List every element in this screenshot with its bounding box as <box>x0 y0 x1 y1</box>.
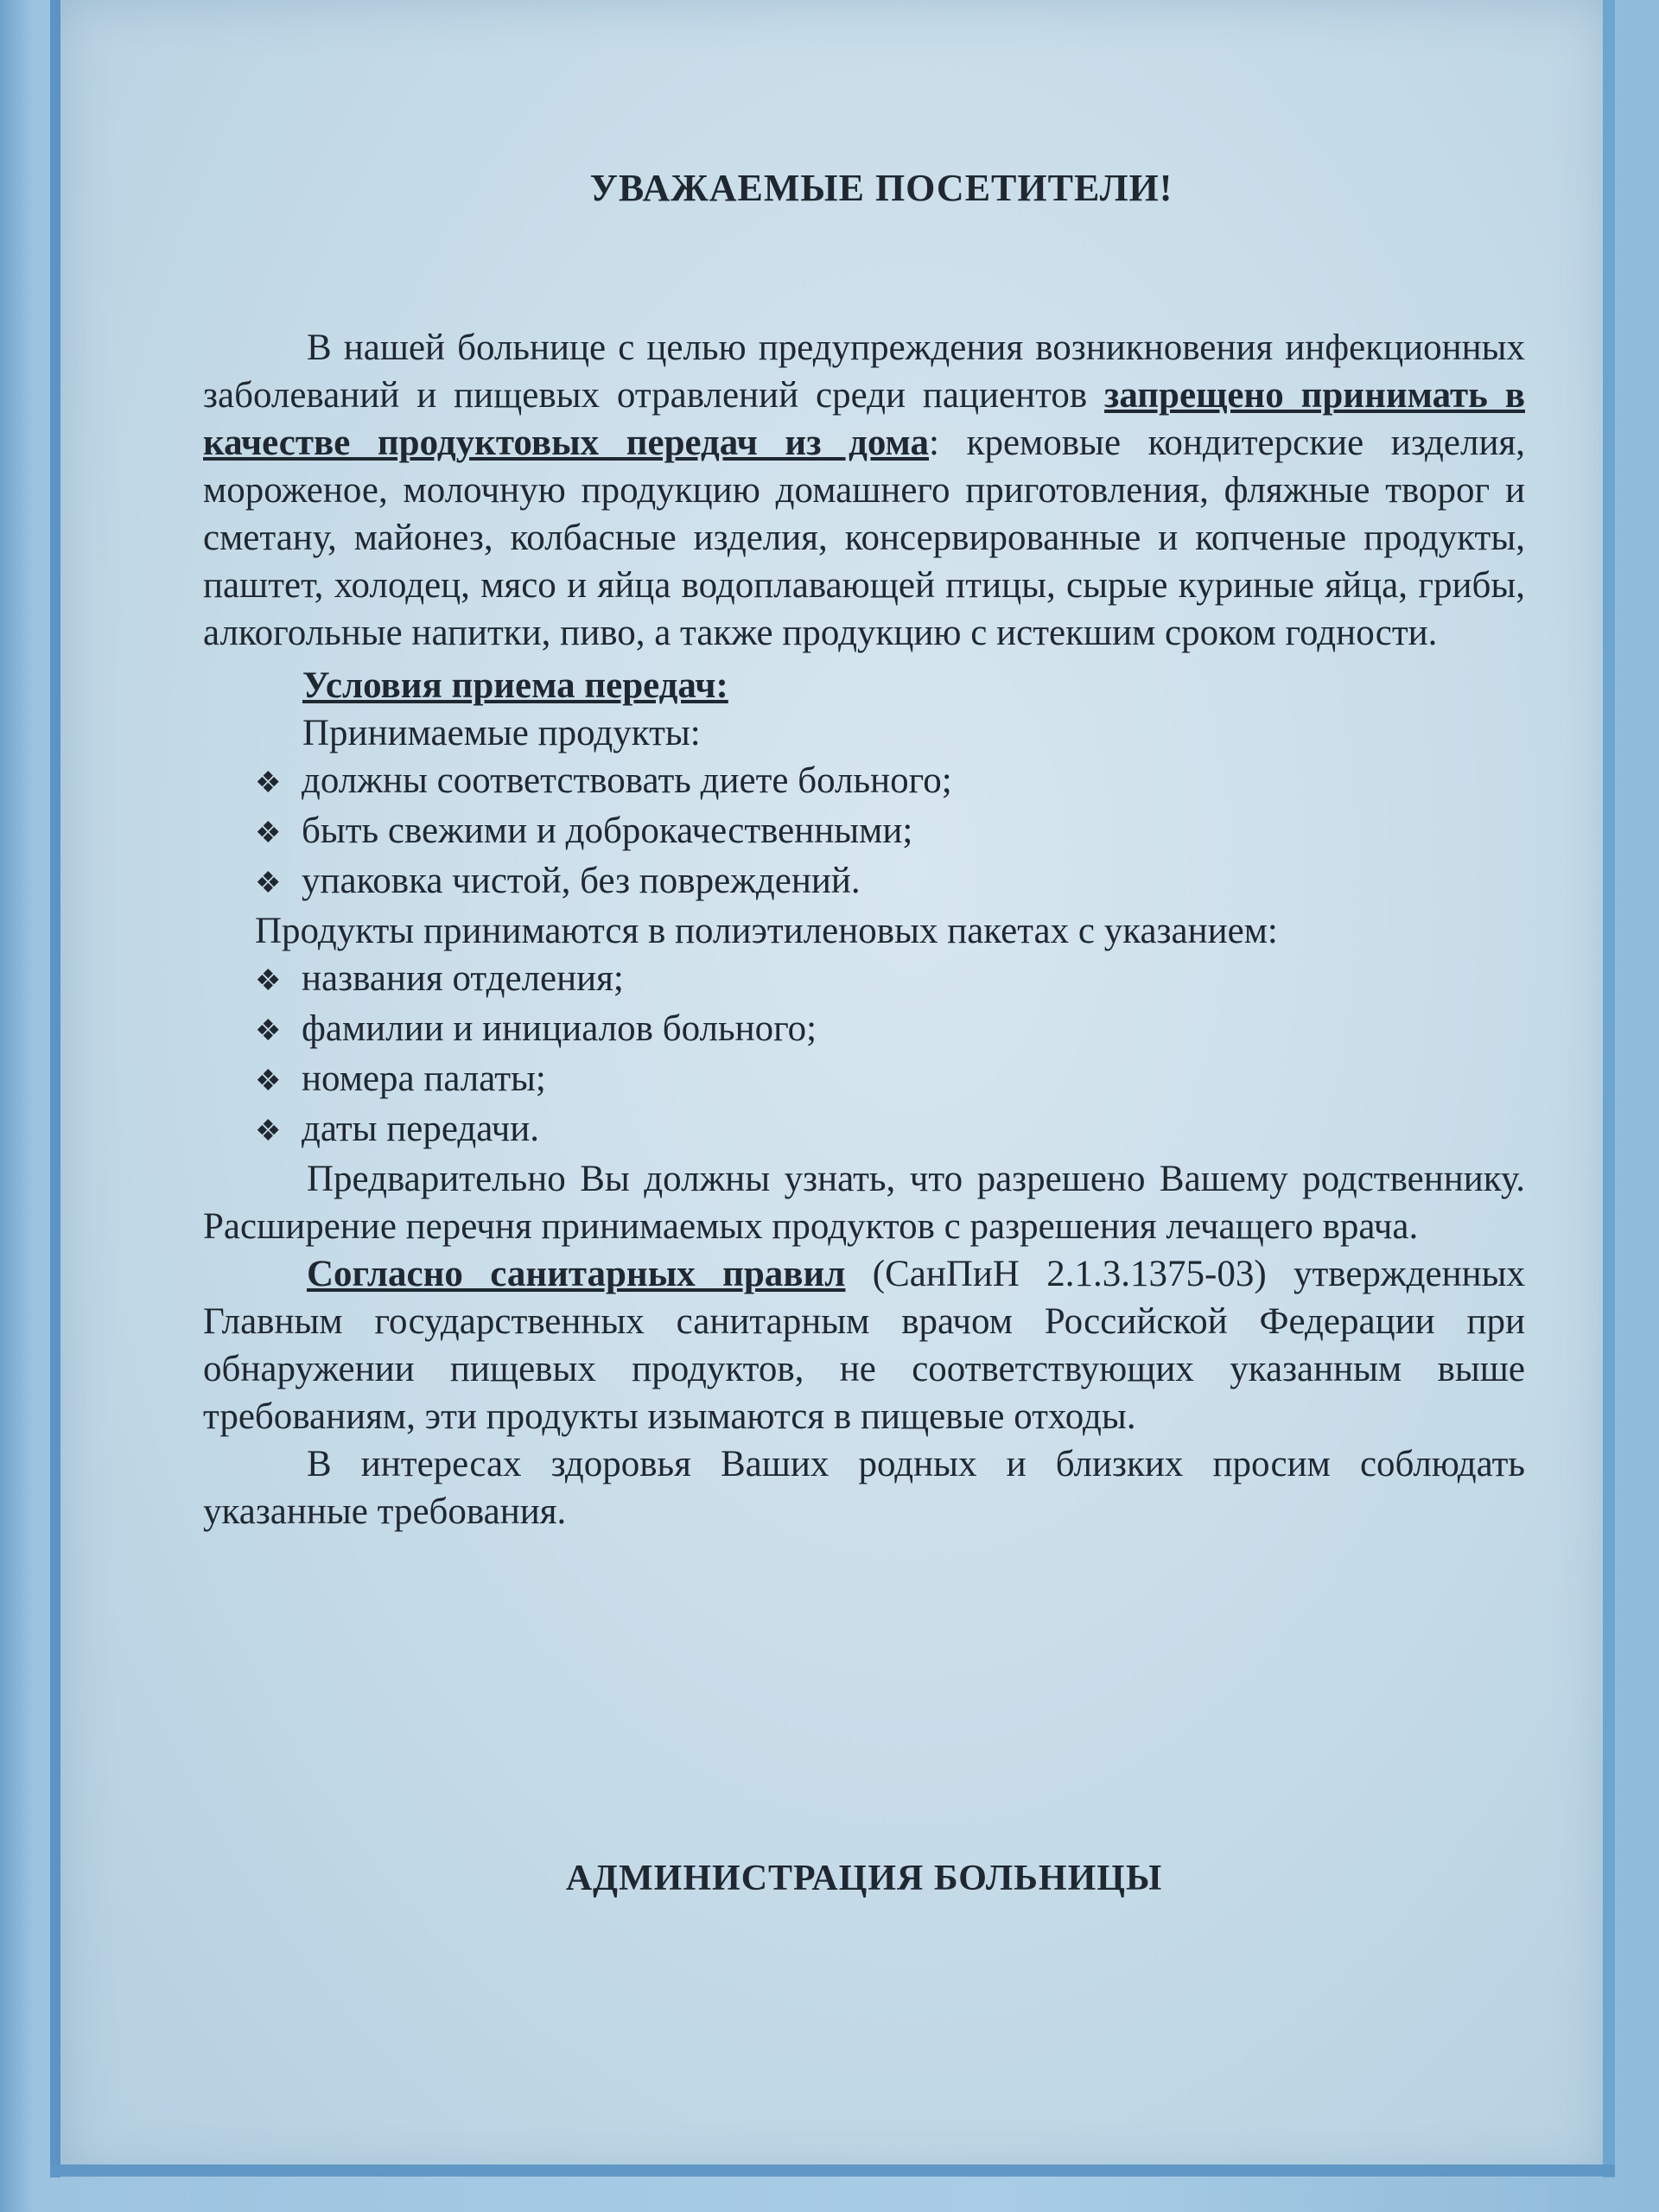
packaging-label: Продукты принимаются в полиэтиленовых пакетах с указанием: <box>255 911 1278 951</box>
rules-text: (СанПиН 2.1.3.1375-03) утвержденных Главным государственных санитарным врачом Российской Федерации при обнаружении пищевых продуктов, не соответствующих указанным выше требованиям, эти продукты изымаются в пищевые отходы. <box>203 1254 1526 1437</box>
intro-text-after: : кремовые кондитерские изделия, мороженое, молочную продукцию домашнего приготовления, фляжные творог и сметану, майонез, колбасные изделия, консервированные и копченые продукты, паштет, холодец, мясо и яйца водоплавающей птицы, сырые куриные яйца, грибы, алкогольные напитки, пиво, а также продукцию с истекшим сроком годности. <box>203 423 1525 653</box>
diamond-dots-icon: ❖ <box>255 868 282 899</box>
diamond-dots-icon: ❖ <box>255 965 282 997</box>
closing-paragraph: В интересах здоровья Ваших родных и близких просим соблюдать указанные требования. <box>203 1444 1525 1532</box>
intro-prohibition: запрещено принимать в качестве продуктовых передач из дома <box>203 375 1525 463</box>
list-item <box>255 757 1525 807</box>
intro-text-before: В нашей больнице с целью предупреждения возникновения инфекционных заболеваний и пищевых отравлений среди пациентов <box>203 327 1525 416</box>
notice-content <box>203 164 1525 1535</box>
intro-paragraph <box>203 324 1525 657</box>
list-item <box>255 857 1525 907</box>
frame-bottom-edge <box>50 2164 1615 2177</box>
list-item <box>255 1055 1525 1105</box>
conditions-heading: Условия приема передач: <box>302 665 728 706</box>
packaging-list <box>203 955 1525 1155</box>
list-item <box>255 955 1525 1005</box>
frame-right-edge <box>1603 0 1615 2177</box>
list-item-text: номера палаты; <box>302 1058 546 1099</box>
list-item-text: фамилии и инициалов больного; <box>302 1008 817 1049</box>
rules-emphasis: Согласно санитарных правил <box>307 1254 846 1294</box>
diamond-dots-icon: ❖ <box>255 1015 282 1047</box>
diamond-dots-icon: ❖ <box>255 767 282 799</box>
diamond-dots-icon: ❖ <box>255 817 282 849</box>
list-item <box>255 807 1525 857</box>
list-item-text: упаковка чистой, без повреждений. <box>302 861 861 901</box>
accepted-list <box>203 757 1525 907</box>
notice-title: УВАЖАЕМЫЕ ПОСЕТИТЕЛИ! <box>589 167 1173 209</box>
advice-paragraph: Предварительно Вы должны узнать, что разрешено Вашему родственнику. Расширение перечня принимаемых продуктов с разрешения лечащего врача. <box>203 1159 1525 1247</box>
list-item-text: названия отделения; <box>302 958 624 999</box>
signature: АДМИНИСТРАЦИЯ БОЛЬНИЦЫ <box>565 1859 1163 1898</box>
list-item <box>255 1105 1525 1155</box>
diamond-dots-icon: ❖ <box>255 1065 282 1097</box>
list-item-text: быть свежими и доброкачественными; <box>302 810 913 851</box>
rules-paragraph <box>203 1250 1525 1440</box>
accepted-label: Принимаемые продукты: <box>302 713 701 753</box>
list-item-text: даты передачи. <box>302 1109 540 1149</box>
list-item-text: должны соответствовать диете больного; <box>302 760 952 801</box>
diamond-dots-icon: ❖ <box>255 1116 282 1147</box>
list-item <box>255 1005 1525 1055</box>
